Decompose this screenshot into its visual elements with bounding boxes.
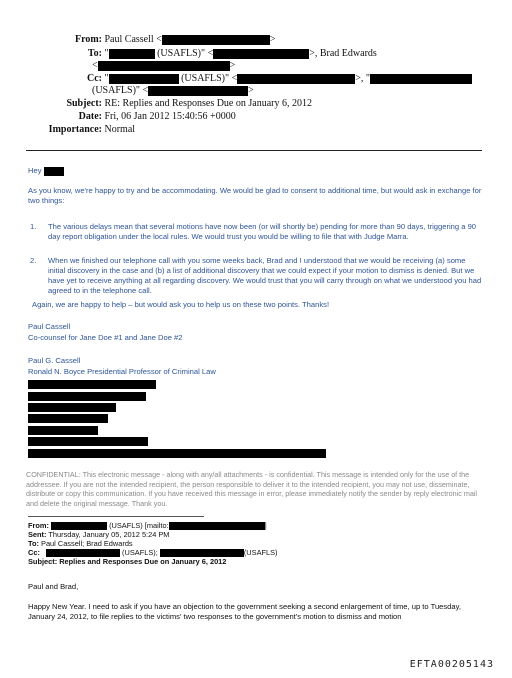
from-label: From: bbox=[74, 34, 102, 45]
redaction bbox=[237, 74, 355, 84]
closing-line: Again, we are happy to help – but would ask you to help us on these two points. Thanks! bbox=[32, 300, 330, 309]
redaction bbox=[109, 74, 179, 84]
date-label: Date: bbox=[78, 111, 102, 122]
list-item: The various delays mean that several motions have now been (or will shortly be) pending for more than 90 days, triggering a 90 day report obligation under the local rules. We would trust you would be willing to file that with Judge Marra. bbox=[48, 222, 477, 241]
redaction bbox=[46, 549, 120, 557]
subject-value: RE: Replies and Responses Due on January 6, 2012 bbox=[104, 98, 312, 109]
redaction bbox=[28, 403, 116, 412]
redaction bbox=[213, 49, 309, 59]
fwd-from-row: From: (USAFLS) [mailto: ] bbox=[28, 521, 267, 530]
redaction bbox=[51, 522, 107, 530]
header-date-row bbox=[46, 111, 236, 123]
from-value: Paul Cassell < bbox=[104, 34, 162, 45]
header-to-row: To: " (USAFLS)" < >, Brad Edwards bbox=[58, 48, 377, 60]
fwd-to-row: To: Paul Cassell; Brad Edwards bbox=[28, 539, 133, 548]
forward-divider bbox=[28, 516, 204, 517]
redaction bbox=[162, 35, 270, 45]
signature-title: Ronald N. Boyce Presidential Professor of Criminal Law bbox=[28, 367, 216, 376]
header-from-row: From: Paul Cassell < > bbox=[58, 34, 275, 46]
fwd-cc-row: Cc: (USAFLS); (USAFLS) bbox=[28, 548, 278, 557]
redaction bbox=[160, 549, 244, 557]
header-divider bbox=[26, 150, 482, 151]
date-value: Fri, 06 Jan 2012 15:40:56 +0000 bbox=[104, 111, 236, 122]
redaction bbox=[44, 167, 64, 176]
redaction bbox=[28, 380, 156, 389]
fwd-body: Happy New Year. I need to ask if you have an objection to the government seeking a second enlargement of time, up to Tuesday, January 24, 2012, to file replies to the victims' two responses to the government's motion to dismiss and motion bbox=[28, 602, 461, 621]
subject-label: Subject: bbox=[66, 98, 102, 109]
list-item: When we finished our telephone call with you some weeks back, Brad and I understood that we would be receiving (a) some initial discovery in the case and (b) a list of additional discovery that we could expect if your motion to dismiss is denied. But we have yet to receive anything at all regarding discovery. We would trust that you will carry through on what we understood you had agreed to in the telephone call. bbox=[48, 256, 482, 295]
fwd-sent-row: Sent: Thursday, January 05, 2012 5:24 PM bbox=[28, 530, 170, 539]
redaction bbox=[370, 74, 472, 84]
importance-value: Normal bbox=[104, 124, 136, 135]
item-number: 1. bbox=[30, 222, 37, 231]
redaction bbox=[28, 437, 148, 446]
fwd-salutation: Paul and Brad, bbox=[28, 582, 79, 591]
fwd-subject-row: Subject: Replies and Responses Due on January 6, 2012 bbox=[28, 557, 227, 566]
redaction bbox=[28, 414, 108, 423]
header-importance-row bbox=[34, 124, 135, 136]
signature-name-full: Paul G. Cassell bbox=[28, 356, 81, 365]
importance-label: Importance: bbox=[48, 124, 102, 135]
confidential-notice: CONFIDENTIAL: This electronic message - along with any/all attachments - is confidential. This message is intended only for the use of the addressee. If you are not the intended recipient, the person responsible to deliver it to the intended recipient, you may not use, disseminate, distribute or copy this communication. If you have received this message in error, please immediately notify the sender by reply electronic mail and delete the original message. Thank you. bbox=[26, 470, 478, 508]
cc-label: Cc: bbox=[87, 73, 102, 84]
item-number: 2. bbox=[30, 256, 37, 265]
redaction bbox=[28, 449, 326, 458]
header-to-row-2: < > bbox=[92, 60, 236, 71]
signature-role: Co-counsel for Jane Doe #1 and Jane Doe #2 bbox=[28, 333, 183, 342]
intro-paragraph: As you know, we're happy to try and be accommodating. We would be glad to consent to additional time, but would ask in exchange for two things: bbox=[28, 186, 482, 205]
redaction bbox=[148, 86, 248, 96]
document-id: EFTA00205143 bbox=[409, 659, 494, 670]
header-cc-row: Cc: " (USAFLS)" < >, " bbox=[58, 73, 472, 85]
redaction bbox=[169, 522, 265, 530]
redaction bbox=[109, 49, 155, 59]
redaction bbox=[98, 61, 230, 71]
header-cc-row-2: (USAFLS)" < > bbox=[92, 85, 254, 96]
redaction bbox=[28, 392, 146, 401]
greeting: Hey bbox=[28, 166, 64, 176]
to-label: To: bbox=[87, 48, 102, 59]
signature-name: Paul Cassell bbox=[28, 322, 71, 331]
redaction bbox=[28, 426, 98, 435]
header-subject-row bbox=[46, 98, 312, 110]
